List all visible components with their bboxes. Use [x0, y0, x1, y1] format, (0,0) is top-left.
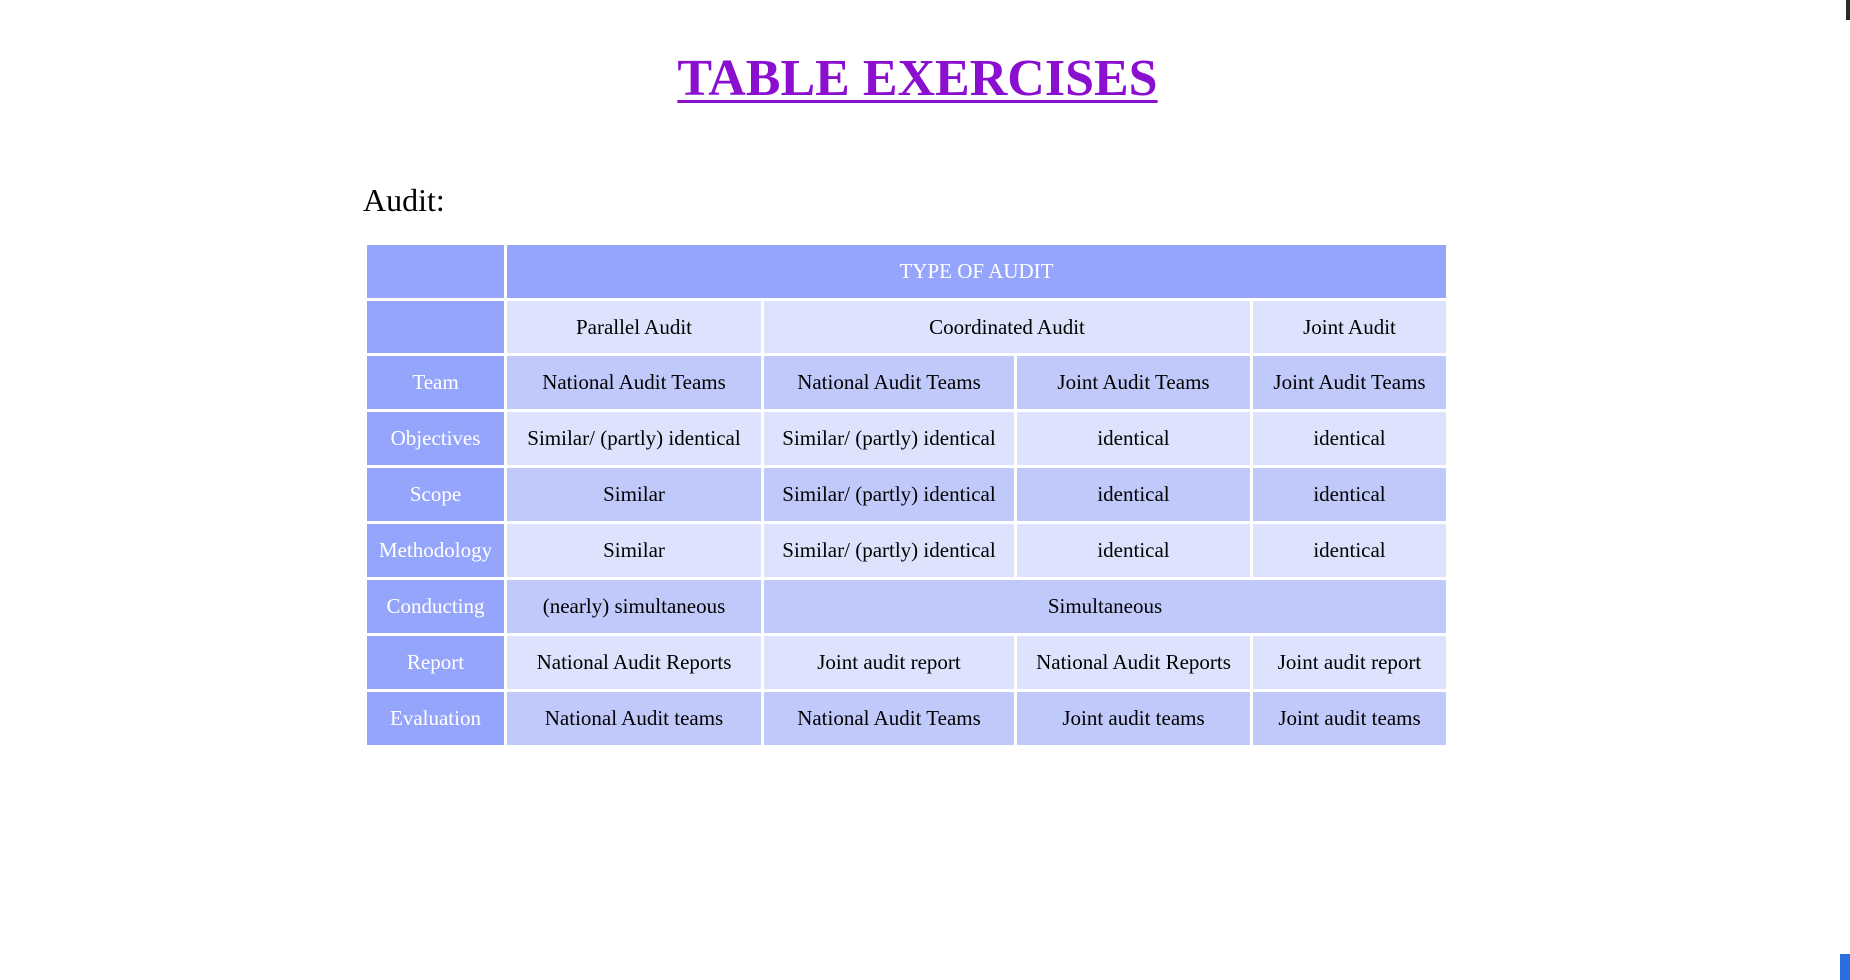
table-cell: identical: [1253, 412, 1446, 465]
table-cell: identical: [1017, 524, 1250, 577]
table-cell: National Audit Reports: [1017, 636, 1250, 689]
table-cell: Similar: [507, 468, 761, 521]
subheader-joint-audit: Joint Audit: [1253, 301, 1446, 353]
table-row: [367, 524, 1446, 577]
table-cell: National Audit Teams: [764, 356, 1014, 409]
table-cell: identical: [1017, 468, 1250, 521]
table-cell: Joint audit report: [764, 636, 1014, 689]
row-label-scope: Scope: [367, 468, 504, 521]
row-label-team: Team: [367, 356, 504, 409]
table-cell: Similar/ (partly) identical: [507, 412, 761, 465]
row-label-methodology: Methodology: [367, 524, 504, 577]
page-title: [0, 48, 1835, 110]
table-cell: Similar/ (partly) identical: [764, 524, 1014, 577]
table-cell: Simultaneous: [764, 580, 1446, 633]
table-row: [367, 580, 1446, 633]
table-cell: Similar/ (partly) identical: [764, 468, 1014, 521]
row-label-report: Report: [367, 636, 504, 689]
table-cell: Joint Audit Teams: [1253, 356, 1446, 409]
table-cell: identical: [1017, 412, 1250, 465]
scrollbar-thumb[interactable]: [1840, 954, 1850, 980]
vertical-scrollbar[interactable]: [1840, 0, 1850, 980]
table-cell: National Audit Reports: [507, 636, 761, 689]
table-cell: National Audit teams: [507, 692, 761, 745]
row-label-evaluation: Evaluation: [367, 692, 504, 745]
table-cell: Joint Audit Teams: [1017, 356, 1250, 409]
table-cell: (nearly) simultaneous: [507, 580, 761, 633]
section-heading: Audit:: [363, 182, 445, 218]
corner-cell: [367, 301, 504, 353]
page-title-link[interactable]: TABLE EXERCISES: [677, 50, 1158, 107]
subheader-coordinated-audit: Coordinated Audit: [764, 301, 1250, 353]
table-row: [367, 692, 1446, 745]
table-cell: National Audit Teams: [764, 692, 1014, 745]
table-cell: Joint audit teams: [1253, 692, 1446, 745]
table-cell: Joint audit report: [1253, 636, 1446, 689]
type-of-audit-header: TYPE OF AUDIT: [507, 245, 1446, 298]
table-cell: identical: [1253, 524, 1446, 577]
table-header-row: [367, 245, 1446, 298]
table-cell: identical: [1253, 468, 1446, 521]
subheader-parallel-audit: Parallel Audit: [507, 301, 761, 353]
table-cell: National Audit Teams: [507, 356, 761, 409]
table-row: [367, 468, 1446, 521]
table-row: [367, 412, 1446, 465]
table-cell: Similar/ (partly) identical: [764, 412, 1014, 465]
table-cell: Joint audit teams: [1017, 692, 1250, 745]
table-row: [367, 636, 1446, 689]
table-cell: Similar: [507, 524, 761, 577]
audit-table: [364, 242, 1449, 748]
row-label-conducting: Conducting: [367, 580, 504, 633]
corner-cell: [367, 245, 504, 298]
scrollbar-top-edge: [1846, 0, 1850, 20]
table-subheader-row: [367, 301, 1446, 353]
table-row: [367, 356, 1446, 409]
row-label-objectives: Objectives: [367, 412, 504, 465]
